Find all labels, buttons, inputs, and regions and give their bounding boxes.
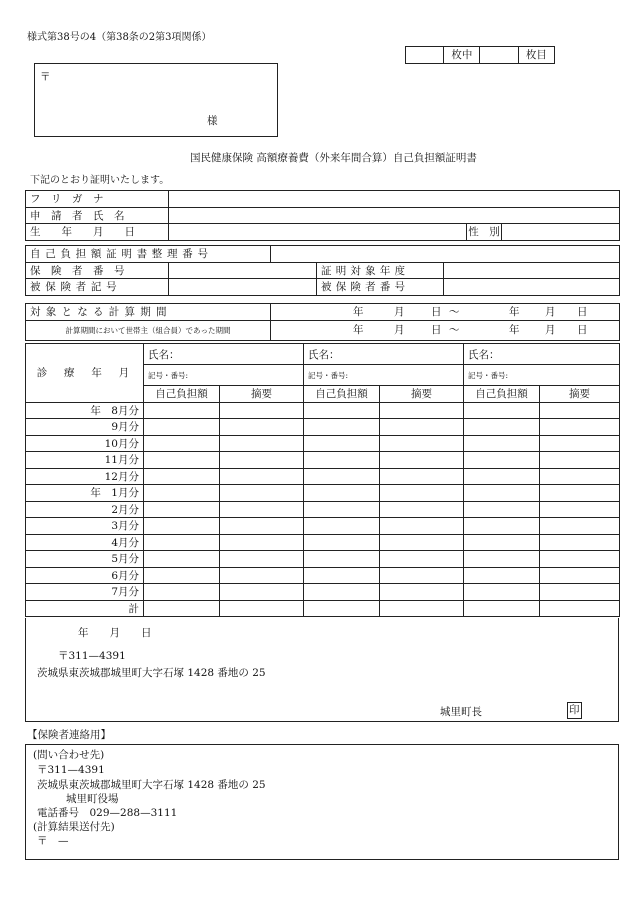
note-cell[interactable] [380,534,464,551]
period-table [25,303,620,341]
amount-cell[interactable] [304,485,380,502]
note-cell[interactable] [540,518,620,535]
calc-end-year: 年 [509,306,520,318]
furigana-label: フ リ ガ ナ [26,191,169,208]
amount-cell[interactable] [304,468,380,485]
issuer-postal: 〒311—4391 [58,650,126,662]
calc-start-day: 日 [431,306,442,318]
calc-period-input[interactable] [271,304,620,321]
contact-phone: 電話番号 029—288—3111 [37,807,178,819]
note-cell[interactable] [540,419,620,436]
issuer-address: 茨城県東茨城郡城里町大字石塚 1428 番地の 25 [37,667,266,679]
person3-note-header: 摘要 [540,386,620,403]
month-label: 計 [26,600,144,617]
amount-cell[interactable] [464,402,540,419]
note-cell[interactable] [540,402,620,419]
honorific-sama: 様 [207,115,218,127]
cert-year-input[interactable] [444,262,620,279]
note-cell[interactable] [380,485,464,502]
month-label: 2月分 [26,501,144,518]
calc-start-year: 年 [353,306,364,318]
cert-year-label: 証明対象年度 [317,262,444,279]
intro-text: 下記のとおり証明いたします。 [30,175,170,186]
note-cell[interactable] [380,551,464,568]
amount-cell[interactable] [464,419,540,436]
amount-cell[interactable] [304,419,380,436]
note-cell[interactable] [540,551,620,568]
note-cell[interactable] [540,468,620,485]
info-table-2 [25,245,620,296]
gender-input[interactable] [502,224,620,241]
amount-cell[interactable] [304,435,380,452]
birth-date-input[interactable] [169,224,467,241]
birth-date-label: 生 年 月 日 [26,224,169,241]
note-cell[interactable] [220,567,304,584]
table-row [26,452,620,469]
amount-cell[interactable] [304,551,380,568]
table-row [26,501,620,518]
amount-cell[interactable] [464,551,540,568]
form-number: 様式第38号の4（第38条の2第3項関係） [27,32,212,43]
amount-cell[interactable] [464,600,540,617]
note-cell[interactable] [380,468,464,485]
issuer-mayor: 城里町長 [440,706,482,718]
person2-name[interactable]: 氏名： [304,344,464,365]
amount-cell[interactable] [304,534,380,551]
householder-period-label: 計算期間において世帯主（組合員）であった期間 [26,320,271,340]
table-row [26,419,620,436]
person1-amount-header: 自己負担額 [144,386,220,403]
amount-cell[interactable] [144,551,220,568]
sheets-total-cell[interactable] [406,47,444,64]
month-label: 4月分 [26,534,144,551]
note-cell[interactable] [220,468,304,485]
amount-cell[interactable] [144,518,220,535]
person3-symbol[interactable]: 記号・番号: [464,365,620,386]
contact-address: 茨城県東茨城郡城里町大字石塚 1428 番地の 25 [37,779,266,791]
person3-name[interactable]: 氏名： [464,344,620,365]
insured-symbol-label: 被保険者記号 [26,279,169,296]
amount-cell[interactable] [304,402,380,419]
note-cell[interactable] [380,518,464,535]
amount-cell[interactable] [144,452,220,469]
note-cell[interactable] [540,452,620,469]
month-label: 10月分 [26,435,144,452]
table-row [26,551,620,568]
calc-end-month: 月 [545,306,556,318]
amount-cell[interactable] [464,584,540,601]
hh-end-month: 月 [545,323,556,336]
insurer-number-label: 保 険 者 番 号 [26,262,169,279]
calc-end-day: 日 [577,306,588,318]
note-cell[interactable] [380,452,464,469]
note-cell[interactable] [220,419,304,436]
contact-inquiry-label: (問い合わせ先) [33,749,105,761]
sheet-counter [405,46,555,64]
amount-cell[interactable] [144,600,220,617]
insured-number-label: 被保険者番号 [317,279,444,296]
insured-symbol-input[interactable] [169,279,317,296]
month-label: 3月分 [26,518,144,535]
note-cell[interactable] [220,600,304,617]
furigana-input[interactable] [169,191,620,208]
amount-cell[interactable] [464,534,540,551]
note-cell[interactable] [220,518,304,535]
hh-tilde: 〜 [449,323,460,336]
amount-cell[interactable] [304,600,380,617]
info-table [25,190,620,241]
amount-cell[interactable] [144,468,220,485]
month-label: 5月分 [26,551,144,568]
calc-start-month: 月 [394,306,405,318]
note-cell[interactable] [220,452,304,469]
applicant-name-input[interactable] [169,207,620,224]
note-cell[interactable] [540,435,620,452]
note-cell[interactable] [220,485,304,502]
note-cell[interactable] [220,584,304,601]
note-cell[interactable] [220,551,304,568]
note-cell[interactable] [380,501,464,518]
hh-end-day: 日 [577,323,588,336]
postal-mark: 〒 [40,71,51,83]
householder-period-input[interactable] [271,320,620,340]
note-cell[interactable] [540,600,620,617]
month-label: 6月分 [26,567,144,584]
seal-mark: 印 [567,702,582,719]
note-cell[interactable] [220,501,304,518]
person2-note-header: 摘要 [380,386,464,403]
table-row [26,485,620,502]
note-cell[interactable] [380,584,464,601]
table-row [26,435,620,452]
issue-date[interactable]: 年 月 日 [78,627,152,639]
person1-name[interactable]: 氏名： [144,344,304,365]
note-cell[interactable] [220,402,304,419]
cert-number-label: 自己負担額証明書整理番号 [26,246,271,263]
person2-symbol[interactable]: 記号・番号: [304,365,464,386]
calc-period-label: 対象となる計算期間 [26,304,271,321]
note-cell[interactable] [380,402,464,419]
amount-cell[interactable] [464,435,540,452]
amount-cell[interactable] [464,468,540,485]
amount-cell[interactable] [304,567,380,584]
note-cell[interactable] [540,584,620,601]
amount-cell[interactable] [144,501,220,518]
treatment-label: 診 療 年 月 [26,344,144,403]
amount-cell[interactable] [304,518,380,535]
note-cell[interactable] [220,534,304,551]
month-label: 9月分 [26,419,144,436]
amount-cell[interactable] [464,567,540,584]
person2-amount-header: 自己負担額 [304,386,380,403]
insured-number-input[interactable] [444,279,620,296]
table-row [26,402,620,419]
note-cell[interactable] [540,534,620,551]
amount-cell[interactable] [144,584,220,601]
amount-cell[interactable] [464,518,540,535]
contact-result-label: (計算結果送付先) [33,821,115,833]
table-row [26,584,620,601]
note-cell[interactable] [380,435,464,452]
note-cell[interactable] [380,600,464,617]
amount-cell[interactable] [144,567,220,584]
table-row [26,567,620,584]
contact-office: 城里町役場 [66,793,119,805]
insurer-number-input[interactable] [169,262,317,279]
sheets-total-label: 枚中 [444,47,480,64]
amount-cell[interactable] [144,534,220,551]
hh-end-year: 年 [509,323,520,336]
table-row [26,468,620,485]
person1-symbol[interactable]: 記号・番号: [144,365,304,386]
month-label: 年 1月分 [26,485,144,502]
gender-label: 性 別 [467,224,502,241]
amount-cell[interactable] [464,452,540,469]
sheet-index-label: 枚目 [518,47,554,64]
treatment-table [25,343,620,617]
note-cell[interactable] [380,419,464,436]
hh-start-year: 年 [353,323,364,336]
amount-cell[interactable] [464,501,540,518]
month-label: 年 8月分 [26,402,144,419]
contact-postal: 〒311—4391 [37,764,105,776]
month-label: 12月分 [26,468,144,485]
calc-tilde: 〜 [449,306,460,318]
sheet-index-cell[interactable] [480,47,518,64]
person1-note-header: 摘要 [220,386,304,403]
contact-box [25,744,619,860]
note-cell[interactable] [540,501,620,518]
cert-number-input[interactable] [271,246,620,263]
note-cell[interactable] [380,567,464,584]
applicant-name-label: 申 請 者 氏 名 [26,207,169,224]
note-cell[interactable] [220,435,304,452]
table-row [26,518,620,535]
note-cell[interactable] [540,567,620,584]
amount-cell[interactable] [304,584,380,601]
amount-cell[interactable] [464,485,540,502]
amount-cell[interactable] [144,402,220,419]
person3-amount-header: 自己負担額 [464,386,540,403]
hh-start-day: 日 [431,323,442,336]
address-box[interactable] [34,63,278,137]
amount-cell[interactable] [144,419,220,436]
amount-cell[interactable] [144,435,220,452]
hh-start-month: 月 [394,323,405,336]
note-cell[interactable] [540,485,620,502]
month-label: 7月分 [26,584,144,601]
contact-result-postal[interactable]: 〒 — [37,835,69,847]
contact-heading: 【保険者連絡用】 [27,729,111,741]
month-label: 11月分 [26,452,144,469]
amount-cell[interactable] [304,501,380,518]
issuer-block [25,618,619,722]
amount-cell[interactable] [144,485,220,502]
amount-cell[interactable] [304,452,380,469]
table-row [26,600,620,617]
table-row [26,534,620,551]
page-title: 国民健康保険 高額療養費（外来年間合算）自己負担額証明書 [190,152,477,164]
